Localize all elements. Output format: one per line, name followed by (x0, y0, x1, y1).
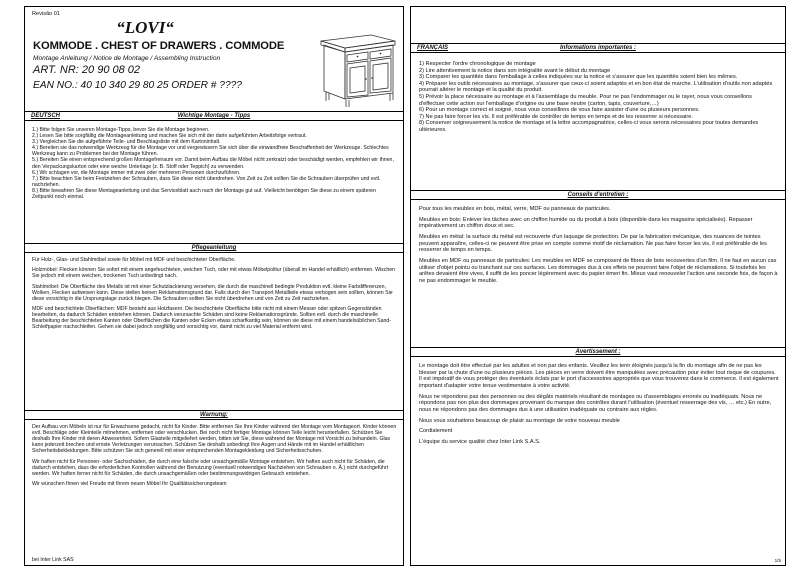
revision-label: Revisão 01 (32, 11, 60, 17)
info-item: 2) Lire attentivement la notice dans son intégralité avant le début du montage (419, 67, 611, 74)
conseils-header (411, 190, 785, 200)
tip-item: 6.) Wir schlagen vor, die Montage immer mit zwei oder mehreren Personen durchzuführen. (32, 169, 241, 176)
warning-paragraph: Cordialement (419, 428, 453, 435)
instructions-line: Montage Anleitung / Notice de Montage / Assembling Instruction (33, 55, 221, 62)
care-paragraph: Meubles en bois: Enlever les tâches avec un chiffon humide ou du produit à bois (disponible dans les magasins spécialisés). Repasser impérativement un chiffon doux et sec. (419, 216, 753, 230)
german-tips-header (25, 111, 403, 121)
warnung-header (25, 410, 403, 420)
info-item: 4) Préparer les outils nécessaires au montage, s'assurer que ceux-ci soient adaptés et en bon état de marche. L'utilisation d'outils non adaptés pourrait altérer le montage et la qualité du produit. (419, 80, 773, 94)
warning-paragraph: L'équipe du service qualité chez Inter Link S.A.S. (419, 439, 541, 446)
avertissement-section (419, 363, 779, 450)
info-item: 5) Prévoir la place nécessaire au montage et à l'assemblage du meuble. Pour ne pas l'endommager ou le rayer, nous vous conseillons d'effectuer cette action sur l'emballage d'origine ou une base neutre (carton, tapis, couverture,…) (419, 93, 752, 107)
warning-paragraph: Wir wünschen Ihnen viel Freude mit Ihrem neuen Möbel Ihr Qualitätssicherungsteam (32, 481, 227, 488)
warning-paragraph: Nous vous souhaitons beaucoup de plaisir au montage de votre nouveau meuble (419, 417, 620, 424)
info-item: 6) Pour un montage correct et soigné, nous vous conseillons de vous faire assister d'une ou plusieurs personnes. (419, 107, 700, 114)
product-title: “LOVI“ (116, 18, 174, 37)
avertissement-title: Avertissement : (575, 349, 621, 355)
info-item: 8) Conserver soigneusement la notice de montage et la lettre accompagnatrice, celles-ci vous serons nécessaires pour toutes demandes ultérieures. (419, 120, 759, 133)
product-subtitle: KOMMODE . CHEST OF DRAWERS . COMMODE (33, 40, 285, 52)
info-item: 3) Comparer les quantités dans l'emballage à celles indiquées sur la notice et s'assurer que les quantités soient bien les mêmes. (419, 74, 738, 81)
conseils-title: Conseils d'entretien : (567, 192, 629, 198)
tip-item: 8.) Bitte bewahren Sie diese Montageanleitung und das Serviceblatt auch nach der Montage gut auf. Vielleicht benötigen Sie diese zu einem späteren Zeitpunkt noch einmal. (32, 187, 376, 201)
conseils-section (419, 206, 779, 289)
tip-item: 5.) Bereiten Sie einen entsprechend großen Montagefreiraum vor. Damit beim Aufbau die Möbel nicht zerkratzt oder beschädigt werden, empfehlen wir Ihnen, den Verpackungskarton oder eine weiche Unterlage (z. B. Stoff oder Teppich) zu verwenden. (32, 157, 394, 170)
french-page (410, 6, 786, 566)
care-paragraph: Meubles en MDF ou panneaux de particules: Les meubles en MDF se composent de fibres de bois recouvertes d'un film. Il ne faut en aucun cas utiliser d'objet pointu ou tranchant sur ces surfaces. Les dommages dus à ces effets ne pourront faire l'objet de réclamations. Si toutefois les arêtes devaient être vives, il suffit de les poncer légèrement avec du papier émeri fin. Mieux vaut renouveler l'action une seconde fois, de façon à ne pas endommager le meuble. (419, 258, 778, 284)
pflege-title: Pflegeanleitung (191, 245, 237, 251)
care-paragraph: Stahlmöbel: Die Oberfläche des Metalls ist mit einer Schutzlackierung versehen, die durch die maschinell bedingte Produktion evtl. kleine Farbdifferenzen, Wolken, Flecken aufweisen kann. Diese stellen keinen Reklamationsgrund dar. Falls durch den Transport Metallteile etwas verbogen sein sollten, können Sie diese vorsichtig in die Ursprungslage zurück biegen. Die Schrauben sollten Sie nicht überdrehen und von Zeit zu Zeit nachziehen. (32, 283, 393, 302)
pflege-header (25, 243, 403, 253)
warning-paragraph: Le montage doit être effectué par les adultes et non par des enfants. Veuillez les tenir éloignés jusqu'à la fin du montage afin de ne pas les blesser par la chute d'une ou plusieurs pièces. Les pièces en verre doivent être manipulées avec précaution pour éviter tout risque de coupures. Il est impératif de vous protéger des éventuels éclats par le port d'accessoires appropriés que vous trouverez dans le commerce. Il est également important d'adapter votre tenue vestimentaire à votre activité. (419, 363, 779, 389)
tip-item: 3.) Vergleichen Sie die aufgeführte Teile- und Beschlagsliste mit dem Kartoninhalt. (32, 139, 221, 146)
french-info-title: Informations importantes : (559, 45, 636, 51)
french-info-header (411, 43, 785, 53)
german-tips-list (32, 127, 398, 200)
warning-paragraph: Der Aufbau von Möbeln ist nur für Erwachsene gedacht, nicht für Kinder. Bitte entfernen Sie Ihre Kinder während der Montage vom Montageort. Kinder können evtl. Beschläge oder Kleinteile mitnehmen, entfernen oder verschlucken. Bei noch nicht fertiger Montage können Teile leicht herunterfallen. Schützen Sie deshalb Ihre Kinder mit deren Abwesenheit. Sofern Glasteile mitgeliefert werden, bitten wir Sie, diese während der Montage mit Vorsicht zu behandeln. Glas kann jederzeit brechen und ernste Verletzungen verursachen. Schützen Sie deshalb unbedingt Ihre Augen und Hände mit im Handel erhältlichen Sicherheitsbekleidungen. Bitte schützen Sie sich generell mit einer entsprechenden Montagekleidung und Sicherheitsschuhen. (32, 424, 397, 455)
german-tips-title: Wichtige Montage - Tipps (177, 113, 251, 119)
french-info-list (419, 61, 779, 134)
care-paragraph: Holzmöbel: Flecken können Sie sofort mit einem angefeuchteten, weichen Tuch, oder mit etwas Möbelpolitur (überall im Handel erhältlich) entfernen. Wischen Sie jedoch mit einem weichen, trockenen Tuch unbedingt nach. (32, 267, 396, 280)
care-paragraph: Pour tous les meubles en bois, métal, verre, MDF ou panneaux de particules. (419, 206, 611, 212)
tip-item: 2.) Lesen Sie bitte sorgfältig die Montageanleitung und machen Sie sich mit der darin aufgeführten Arbeitsfolge vertraut. (32, 133, 307, 140)
footer-company: bei Inter Link SAS (32, 557, 74, 563)
care-paragraph: MDF und beschichtete Oberflächen: MDF besteht aus Holzfasern. Die beschichtete Oberfläche bitte nicht mit einem Messer oder spitzen Gegenständen bearbeiten, da dadurch Schäden entstehen können. Dadurch verursachte Schäden sind keine Reklamationsgründe. Sollten evtl. durch die maschinelle Bearbeitung der beschichteten Kanten oder Oberflächen die Kanten oder Ecken etwas scharfkantig sein, können sie diese mit einem handelsüblichen Sand-Schleifpapier nachschleifen. Gehen sie dabei jedoch sorgfältig und vorsichtig vor, damit nicht zu viel Material entfernt wird. (32, 306, 392, 331)
german-page (24, 6, 404, 566)
article-number: ART. NR: 20 90 08 02 (33, 64, 141, 76)
page-number: 1/5 (774, 558, 781, 563)
warning-paragraph: Nous ne répondons pas des personnes ou des dégâts matériels résultant de montages ou d'assemblages erronés ou inadéquats. Nous ne répondons pas non plus des dommages provenant du manque des contrôles durant l'utilisation (éventuel resserrage des vis, … etc.) En outre, nous ne répondons pas des dommages dus à une utilisation inadéquate ou contraire aux règles. (419, 393, 772, 413)
warning-paragraph: Wir haften nicht für Personen- oder Sachschäden, die durch eine falsche oder unsachgemäße Montage entstehen. Wir haften auch nicht für Schäden, die dadurch entstehen, dass die erforderlichen Kontrollen während der Benutzung (eventuell notwendiges Nachziehen von Schrauben o. Ä.) nicht durchgeführt werden. Wir haften ferner nicht für Schäden, die durch unsachgemäßen oder bestimmungswidrigen Gebrauch entstehen. (32, 458, 389, 477)
avertissement-header (411, 347, 785, 357)
care-paragraph: Meubles en métal: la surface du métal est recouverte d'un laquage de protection. De par la fabrication mécanique, des nuances de teintes peuvent apparaître, celles-ci ne peuvent être prise en compte comme motif de réclamation. Ne pas faire forcer les vis, il est préférable de les resserrer de temps en temps. (419, 234, 767, 254)
tip-item: 7.) Bitte beachten Sie beim Festziehen der Schrauben, dass Sie diese nicht überdrehen. Von Zeit zu Zeit sollten Sie die Schrauben überprüfen und evtl. nachziehen. (32, 175, 381, 188)
tip-item: 1.) Bitte folgen Sie unseren Montage-Tipps, bevor Sie die Montage beginnen. (32, 127, 210, 133)
french-language-label: FRANÇAIS (417, 45, 448, 51)
care-paragraph: Für Holz-, Glas- und Stahlmöbel sowie für Möbel mit MDF und beschichteter Oberfläche. (32, 257, 236, 263)
info-item: 1) Respecter l'ordre chronologique de montage (419, 61, 536, 67)
info-item: 7) Ne pas faire forcer les vis. Il est préférable de contrôler de temps en temps et de les resserrer si nécessaire. (419, 113, 693, 120)
ean-order-line: EAN NO.: 40 10 340 29 80 25 ORDER # ???? (33, 80, 242, 91)
german-language-label: DEUTSCH (31, 113, 61, 119)
pflege-section (32, 257, 398, 335)
warnung-section (32, 424, 398, 491)
tip-item: 4.) Bereiten sie das notwendige Werkzeug für die Montage vor und vergewissern Sie sich über die einwandfreie Beschaffenheit der Werkzeuge. Schlechtes Werkzeug kann zu Problemen bei der Montage führen. (32, 145, 389, 158)
commode-illustration (315, 21, 401, 109)
warnung-title: Warnung: (200, 412, 228, 418)
